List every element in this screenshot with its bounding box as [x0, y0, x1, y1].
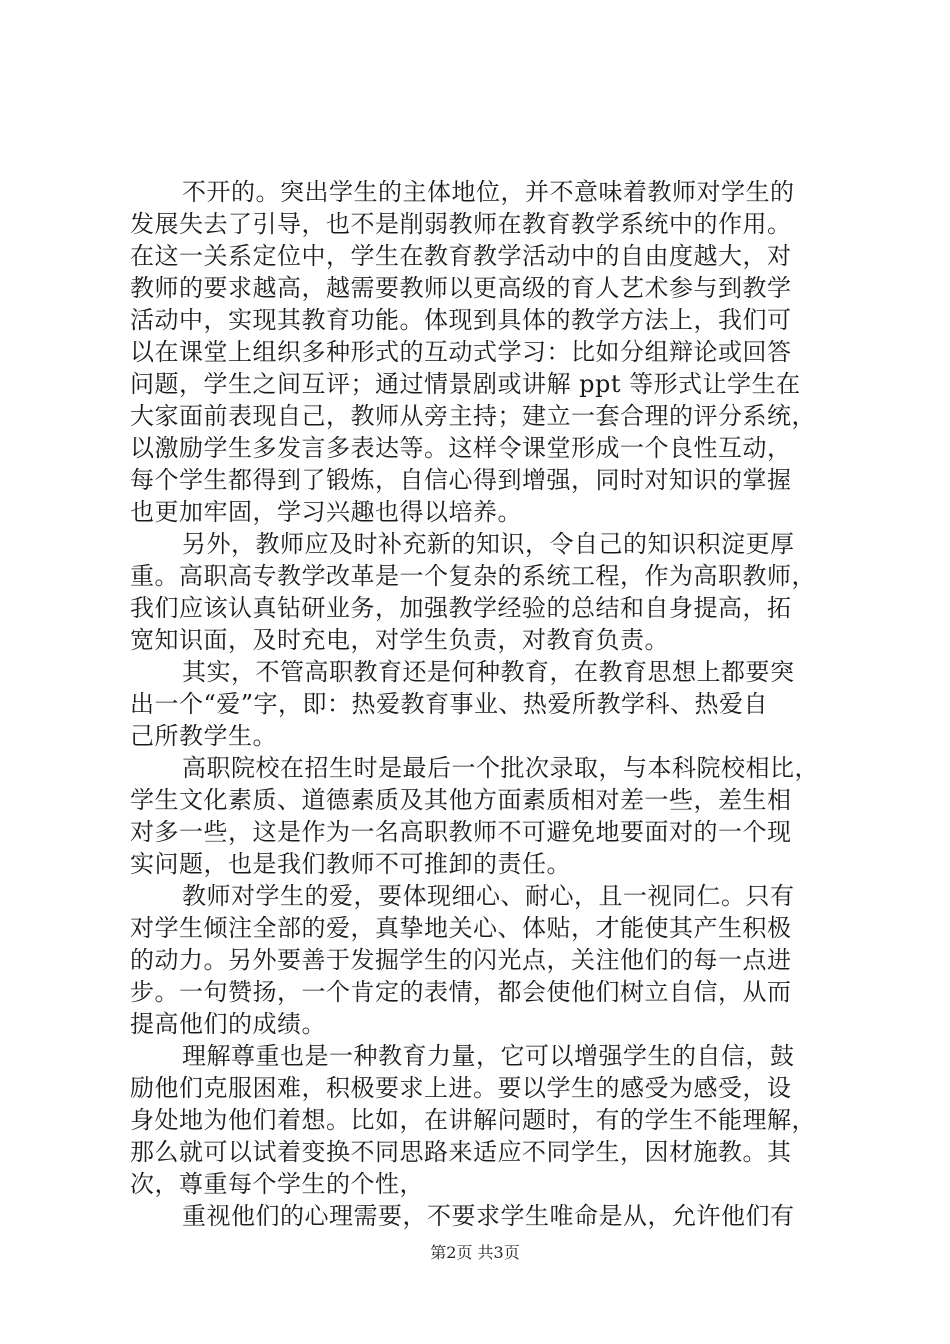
text-line: 出一个“爱”字，即：热爱教育事业、热爱所教学科、热爱自 [130, 690, 769, 718]
paragraph-start-line: 其实，不管高职教育还是何种教育，在教育思想上都要突 [182, 658, 795, 686]
text-line: 活动中，实现其教育功能。体现到具体的教学方法上，我们可 [130, 306, 792, 334]
text-line: 也更加牢固，学习兴趣也得以培养。 [130, 498, 522, 526]
text-line: 以在课堂上组织多种形式的互动式学习：比如分组辩论或回答 [130, 338, 792, 366]
text-line: 对学生倾注全部的爱，真挚地关心、体贴，才能使其产生积极 [130, 914, 792, 942]
text-line: 的动力。另外要善于发掘学生的闪光点，关注他们的每一点进 [130, 946, 792, 974]
text-line: 那么就可以试着变换不同思路来适应不同学生，因材施教。其 [130, 1138, 792, 1166]
paragraph-start-line: 重视他们的心理需要，不要求学生唯命是从，允许他们有 [182, 1202, 795, 1230]
text-line: 身处地为他们着想。比如，在讲解问题时，有的学生不能理解， [130, 1106, 816, 1134]
text-line: 学生文化素质、道德素质及其他方面素质相对差一些，差生相 [130, 786, 792, 814]
text-line: 在这一关系定位中，学生在教育教学活动中的自由度越大，对 [130, 242, 792, 270]
text-line: 宽知识面，及时充电，对学生负责，对教育负责。 [130, 626, 669, 654]
text-line: 以激励学生多发言多表达等。这样令课堂形成一个良性互动， [130, 434, 792, 462]
text-line: 次，尊重每个学生的个性， [130, 1170, 424, 1198]
paragraph-start-line: 教师对学生的爱，要体现细心、耐心，且一视同仁。只有 [182, 882, 795, 910]
text-line: 步。一句赞扬，一个肯定的表情，都会使他们树立自信，从而 [130, 978, 792, 1006]
text-line: 实问题，也是我们教师不可推卸的责任。 [130, 850, 571, 878]
text-line: 励他们克服困难，积极要求上进。要以学生的感受为感受，设 [130, 1074, 792, 1102]
text-line: 发展失去了引导，也不是削弱教师在教育教学系统中的作用。 [130, 210, 792, 238]
paragraph-start-line: 另外，教师应及时补充新的知识，令自己的知识积淀更厚 [182, 530, 795, 558]
paragraph-start-line: 理解尊重也是一种教育力量，它可以增强学生的自信，鼓 [182, 1042, 795, 1070]
page-number-footer: 第2页 共3页 [430, 1243, 520, 1262]
text-line: 对多一些，这是作为一名高职教师不可避免地要面对的一个现 [130, 818, 792, 846]
text-line: 每个学生都得到了锻炼，自信心得到增强，同时对知识的掌握 [130, 466, 792, 494]
document-body [130, 176, 830, 1232]
text-line: 己所教学生。 [130, 722, 277, 750]
text-line: 提高他们的成绩。 [130, 1010, 326, 1038]
text-line: 大家面前表现自己，教师从旁主持；建立一套合理的评分系统， [130, 402, 816, 430]
paragraph-start-line: 高职院校在招生时是最后一个批次录取，与本科院校相比， [182, 754, 819, 782]
text-line: 重。高职高专教学改革是一个复杂的系统工程，作为高职教师， [130, 562, 816, 590]
text-line: 问题，学生之间互评；通过情景剧或讲解 ppt 等形式让学生在 [130, 370, 801, 398]
text-line: 我们应该认真钻研业务，加强教学经验的总结和自身提高，拓 [130, 594, 792, 622]
text-line: 教师的要求越高，越需要教师以更高级的育人艺术参与到教学 [130, 274, 792, 302]
text-line: 不开的。突出学生的主体地位，并不意味着教师对学生的 [182, 178, 795, 206]
